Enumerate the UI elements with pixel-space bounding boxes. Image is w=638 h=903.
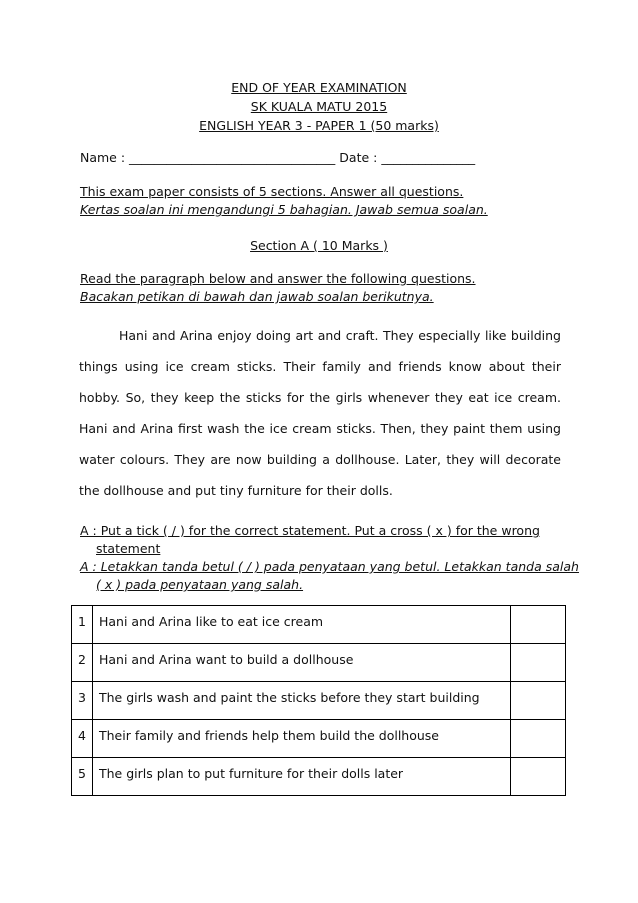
answer-box[interactable] bbox=[511, 758, 566, 796]
name-field[interactable]: Name : _________________________________ bbox=[80, 150, 336, 165]
statement-row bbox=[72, 720, 566, 758]
answer-box[interactable] bbox=[511, 682, 566, 720]
statement-text: Their family and friends help them build the dollhouse bbox=[93, 720, 511, 758]
instruction-english: This exam paper consists of 5 sections. Answer all questions. bbox=[80, 184, 464, 199]
school-name: SK KUALA MATU 2015 bbox=[250, 99, 388, 114]
statements-table bbox=[71, 605, 566, 796]
task-instruction-malay-2: ( x ) pada penyataan yang salah. bbox=[96, 577, 304, 592]
reading-passage: Hani and Arina enjoy doing art and craft. They especially like building things using ice cream sticks. Their family and friends know about their hobby. So, they keep the sticks for the girls whenever they eat ice cream. Hani and Arina first wash the ice cream sticks. Then, they paint them using water colours. They are now building a dollhouse. Later, they will decorate the dollhouse and put tiny furniture for their dolls. bbox=[79, 328, 561, 498]
section-a-title: Section A ( 10 Marks ) bbox=[250, 238, 388, 253]
answer-box[interactable] bbox=[511, 720, 566, 758]
statement-row bbox=[72, 682, 566, 720]
statement-number: 5 bbox=[72, 758, 93, 796]
read-instruction-malay: Bacakan petikan di bawah dan jawab soalan berikutnya. bbox=[80, 289, 434, 304]
answer-box[interactable] bbox=[511, 606, 566, 644]
statement-number: 4 bbox=[72, 720, 93, 758]
statement-text: The girls wash and paint the sticks before they start building bbox=[93, 682, 511, 720]
statement-row bbox=[72, 758, 566, 796]
date-field[interactable]: Date : _______________ bbox=[339, 150, 476, 165]
task-instruction-english-2: statement bbox=[96, 541, 161, 556]
name-line bbox=[80, 150, 475, 165]
statement-number: 3 bbox=[72, 682, 93, 720]
statement-text: The girls plan to put furniture for their dolls later bbox=[93, 758, 511, 796]
read-instruction-english: Read the paragraph below and answer the following questions. bbox=[80, 271, 476, 286]
statement-text: Hani and Arina like to eat ice cream bbox=[93, 606, 511, 644]
exam-title: END OF YEAR EXAMINATION bbox=[231, 80, 407, 95]
statement-row bbox=[72, 644, 566, 682]
statement-row bbox=[72, 606, 566, 644]
task-instruction-malay-1: A : Letakkan tanda betul ( / ) pada penyataan yang betul. Letakkan tanda salah bbox=[80, 559, 579, 574]
paper-subtitle: ENGLISH YEAR 3 - PAPER 1 (50 marks) bbox=[199, 118, 439, 133]
statement-number: 1 bbox=[72, 606, 93, 644]
task-instruction-english-1: A : Put a tick ( / ) for the correct statement. Put a cross ( x ) for the wrong bbox=[80, 523, 540, 538]
statement-number: 2 bbox=[72, 644, 93, 682]
instruction-malay: Kertas soalan ini mengandungi 5 bahagian. Jawab semua soalan. bbox=[80, 202, 488, 217]
answer-box[interactable] bbox=[511, 644, 566, 682]
statement-text: Hani and Arina want to build a dollhouse bbox=[93, 644, 511, 682]
